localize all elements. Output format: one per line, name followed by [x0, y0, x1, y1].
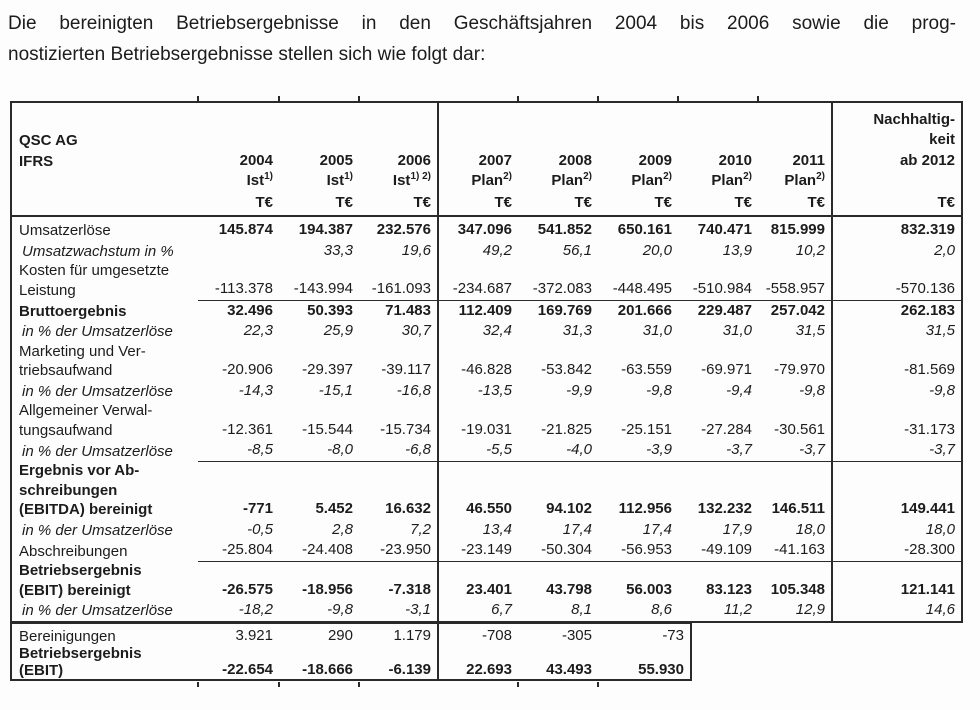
- table-row: [11, 216, 962, 241]
- cell-value: -3,7: [678, 440, 758, 461]
- footnote-marker: 1): [344, 171, 353, 182]
- header-spacer: [279, 130, 359, 151]
- col-subheader-2007: Plan$^{2)}$: [438, 171, 518, 192]
- cell-value: -18,2: [238, 601, 273, 618]
- cell-value: 71.483: [385, 301, 431, 319]
- cell-value: 7,2: [410, 520, 431, 538]
- cell-value: -3,7: [832, 440, 962, 461]
- col-subheader-2006: Ist$^{1) 2)}$: [392, 171, 431, 189]
- header-spacer: [758, 130, 832, 151]
- cell-value: -23.950: [359, 540, 438, 561]
- cell-value: 50.393: [307, 301, 353, 319]
- cell-value: 31,0: [642, 322, 672, 339]
- row-label: in % der Umsatzerlöse: [22, 602, 173, 619]
- footnote-marker: 1): [264, 171, 273, 182]
- col-header-2011: 2011: [792, 151, 825, 169]
- row-label: Umsatzwachstum in %: [22, 242, 174, 260]
- table-header: [11, 102, 962, 216]
- cell-value: 2,8: [332, 520, 353, 538]
- cell-value: 347.096: [438, 216, 518, 241]
- intro-paragraph: [0, 0, 980, 70]
- results-table-ebit-section: [10, 623, 692, 681]
- header-spacer: [11, 171, 198, 192]
- table-row: [11, 540, 962, 561]
- cell-value: -50.304: [518, 540, 598, 561]
- table-row: [11, 241, 962, 262]
- header-spacer: [198, 130, 279, 151]
- cell-value: 232.576: [376, 221, 431, 238]
- cell-value: 8,6: [651, 601, 672, 618]
- cell-value: 31,3: [562, 322, 592, 339]
- cell-value: -6.139: [359, 645, 438, 680]
- cell-value: 43.493: [518, 645, 598, 680]
- header-spacer: [832, 171, 962, 192]
- cell-value: -0,5: [247, 520, 273, 538]
- cell-value: 31,5: [832, 321, 962, 342]
- row-label: Betriebsergebnis (EBIT): [19, 644, 142, 679]
- cell-value: -9,8: [832, 381, 962, 402]
- cell-value: 5.452: [315, 500, 353, 517]
- cell-value: -25.804: [198, 540, 279, 561]
- cell-value: 112.956: [618, 500, 672, 517]
- cell-value: -19.031: [438, 401, 518, 440]
- row-label: in % der Umsatzerlöse: [22, 323, 173, 340]
- cell-value: -56.953: [598, 540, 678, 561]
- cell-value: 145.874: [218, 221, 273, 238]
- unit-label: T€: [832, 192, 962, 217]
- cell-value: 169.769: [537, 301, 592, 319]
- table-row: [11, 342, 962, 381]
- col-subheader-2010: Plan$^{2)}$: [711, 171, 752, 189]
- accounting-standard: IFRS: [19, 152, 54, 170]
- cell-value: -16,8: [396, 381, 431, 399]
- cell-value: -3,7: [758, 440, 832, 461]
- cell-value: 17,4: [642, 520, 672, 538]
- cell-value: 815.999: [770, 221, 825, 238]
- cell-value: -29.397: [302, 361, 353, 378]
- cell-value: 31,0: [722, 322, 752, 339]
- cell-value: 262.183: [832, 300, 962, 321]
- cell-value: -53.842: [541, 361, 592, 378]
- header-spacer: [279, 102, 359, 130]
- cell-value: 32.496: [227, 301, 273, 319]
- header-spacer: [678, 130, 758, 151]
- cell-value: -49.109: [678, 540, 758, 561]
- row-label: Marketing und Ver- triebsaufwand: [19, 342, 146, 379]
- cell-value: -69.971: [701, 361, 752, 378]
- cell-value: -31.173: [832, 401, 962, 440]
- unit-label: T€: [518, 192, 598, 217]
- cell-value: 16.632: [385, 500, 431, 517]
- cell-value: -570.136: [832, 261, 962, 300]
- col-subheader-2011: Plan$^{2)}$: [784, 171, 825, 189]
- cell-value: -9,9: [566, 381, 592, 399]
- cell-value: 18,0: [795, 520, 825, 538]
- col-subheader-2004: Ist$^{1)}$: [246, 171, 273, 189]
- row-label: Betriebsergebnis (EBIT) bereinigt: [19, 562, 142, 599]
- cell-value: 12,9: [795, 601, 825, 618]
- header-spacer: [598, 102, 678, 130]
- cell-value: -372.083: [518, 261, 598, 300]
- cell-value: -15,1: [318, 381, 353, 399]
- cell-value: -15.734: [380, 420, 431, 438]
- col-header-2006: 2006: [397, 151, 431, 169]
- cell-value: 11,2: [723, 601, 752, 618]
- row-label: Allgemeiner Verwal- tungsaufwand: [19, 402, 153, 439]
- cell-value: -448.495: [598, 261, 678, 300]
- table-body-ebit: [11, 623, 691, 680]
- row-label: in % der Umsatzerlöse: [22, 442, 173, 460]
- unit-label: T€: [678, 192, 758, 217]
- header-row-top: [11, 102, 962, 130]
- intro-line-1: Die bereinigten Betriebsergebnisse in den Geschäftsjahren 2004 bis 2006 sowie die prog-: [8, 13, 956, 34]
- cell-value: 22,3: [243, 322, 273, 339]
- col-header-sustainability-period: ab 2012: [832, 151, 962, 172]
- cell-value: 55.930: [598, 645, 691, 680]
- cell-value: -8,0: [279, 440, 359, 461]
- cell-value: 14,6: [832, 600, 962, 622]
- cell-value: -3,1: [405, 601, 431, 618]
- cell-value: 149.441: [832, 461, 962, 520]
- cell-value: 194.387: [298, 221, 353, 238]
- table-body-main: [11, 216, 962, 622]
- col-header-2005: 2005: [319, 151, 353, 169]
- cell-value: 229.487: [697, 301, 752, 319]
- cell-value: -41.163: [758, 540, 832, 561]
- cell-value: 112.409: [438, 300, 518, 321]
- cell-value: 740.471: [697, 221, 752, 238]
- row-label: Bruttoergebnis: [19, 302, 127, 320]
- table-row: [11, 381, 962, 402]
- row-label: Kosten für umgesetzte Leistung: [19, 262, 170, 299]
- table-row: [11, 261, 962, 300]
- cell-value: 23.401: [438, 561, 518, 600]
- cell-value: 132.232: [697, 500, 752, 517]
- cell-value: -25.151: [621, 420, 672, 438]
- unit-label: T€: [598, 192, 678, 217]
- row-label: Abschreibungen: [19, 542, 128, 560]
- cell-value: -708: [438, 623, 518, 645]
- cell-value: -9,8: [327, 601, 353, 618]
- cell-value: 146.511: [771, 500, 825, 517]
- company-name: QSC AG: [19, 132, 78, 149]
- cell-value: -7.318: [388, 580, 431, 598]
- table-row: [11, 440, 962, 461]
- unit-label: T€: [279, 192, 359, 217]
- cell-value: -4,0: [518, 440, 598, 461]
- col-subheader-2005: Ist$^{1)}$: [326, 171, 353, 189]
- footnote-marker: 2): [816, 171, 825, 182]
- cell-value: -143.994: [279, 261, 359, 300]
- cell-value: -13,5: [438, 381, 518, 402]
- cell-value: 6,7: [438, 600, 518, 622]
- cell-value: 20,0: [642, 241, 672, 259]
- cell-value: 30,7: [401, 322, 431, 339]
- cell-value: -21.825: [541, 420, 592, 438]
- header-row-type: [11, 171, 962, 192]
- cell-value: -9,8: [646, 381, 672, 399]
- cell-value: -26.575: [222, 580, 273, 598]
- cell-value: -30.561: [774, 420, 825, 438]
- row-label: Bereinigungen: [19, 627, 116, 645]
- cell-value: -73: [662, 626, 684, 644]
- table-row: [11, 645, 691, 680]
- col-header-2009: 2009: [638, 151, 672, 169]
- header-row-units: [11, 192, 962, 217]
- header-spacer: [758, 102, 832, 130]
- col-header-2007: 2007: [438, 151, 518, 172]
- table-row: [11, 321, 962, 342]
- cell-value: -558.957: [758, 261, 832, 300]
- unit-label: T€: [438, 192, 518, 217]
- footnote-marker: 1) 2): [410, 171, 431, 182]
- col-subheader-2008: Plan$^{2)}$: [551, 171, 592, 189]
- cell-value: 832.319: [832, 216, 962, 241]
- header-spacer: [198, 102, 279, 130]
- cell-value: 201.666: [617, 301, 672, 319]
- cell-value: -46.828: [438, 342, 518, 381]
- row-label: Ergebnis vor Ab- schreibungen (EBITDA) bereinigt: [19, 462, 153, 518]
- cell-value: 3.921: [235, 626, 273, 644]
- cell-value: 17,9: [722, 520, 752, 538]
- header-spacer: [518, 102, 598, 130]
- cell-value: 17,4: [562, 520, 592, 538]
- col-header-2008: 2008: [558, 151, 592, 169]
- cell-value: 83.123: [706, 580, 752, 598]
- col-header-2010: 2010: [718, 151, 752, 169]
- cell-value: 2,0: [832, 241, 962, 262]
- cell-value: 33,3: [323, 241, 353, 259]
- cell-value: -9,8: [799, 381, 825, 399]
- cell-value: 105.348: [770, 580, 825, 598]
- cell-value: -14,3: [238, 381, 273, 399]
- table-row: [11, 461, 962, 520]
- header-spacer: [11, 192, 198, 217]
- col-header-sustainability-line2: keit: [832, 130, 962, 151]
- cell-value: [198, 241, 279, 262]
- table-row: [11, 600, 962, 622]
- cell-value: 541.852: [537, 221, 592, 238]
- row-label: in % der Umsatzerlöse: [22, 521, 173, 539]
- table-row: [11, 520, 962, 541]
- header-spacer: [518, 130, 598, 151]
- cell-value: -63.559: [621, 361, 672, 378]
- cell-value: 56.003: [626, 580, 672, 598]
- cell-value: -113.378: [198, 261, 279, 300]
- cell-value: 46.550: [438, 461, 518, 520]
- cell-value: -24.408: [279, 540, 359, 561]
- cell-value: 22.693: [438, 645, 518, 680]
- header-spacer: [438, 130, 518, 151]
- header-row-years: [11, 151, 962, 172]
- cell-value: 18,0: [832, 520, 962, 541]
- table-row: [11, 300, 962, 321]
- cell-value: -79.970: [774, 361, 825, 378]
- unit-label: T€: [198, 192, 279, 217]
- cell-value: -12.361: [222, 420, 273, 438]
- cell-value: 94.102: [546, 500, 592, 517]
- cell-value: -18.956: [302, 580, 353, 598]
- cell-value: 13,4: [438, 520, 518, 541]
- row-label: in % der Umsatzerlöse: [22, 382, 173, 400]
- cell-value: -15.544: [302, 420, 353, 438]
- row-label: Umsatzerlöse: [19, 222, 111, 239]
- cell-value: -5,5: [438, 440, 518, 461]
- header-spacer: [598, 130, 678, 151]
- cell-value: 43.798: [546, 580, 592, 598]
- header-spacer: [438, 102, 518, 130]
- cell-value: 10,2: [795, 241, 825, 259]
- cell-value: -9,4: [726, 381, 752, 399]
- cell-value: -305: [561, 626, 592, 644]
- table-row: [11, 623, 691, 645]
- cell-value: 32,4: [438, 321, 518, 342]
- cell-value: 19,6: [401, 241, 431, 259]
- intro-line-2: nostizierten Betriebsergebnisse stellen sich wie folgt dar:: [8, 44, 486, 65]
- cell-value: -27.284: [701, 420, 752, 438]
- cell-value: 290: [327, 626, 353, 644]
- unit-label: T€: [758, 192, 832, 217]
- col-header-sustainability-line1: Nachhaltig-: [832, 102, 962, 130]
- cell-value: -771: [242, 500, 273, 517]
- cell-value: -510.984: [678, 261, 758, 300]
- header-row-company: [11, 130, 962, 151]
- cell-value: -161.093: [359, 261, 438, 300]
- cell-value: 13,9: [722, 241, 752, 259]
- col-subheader-2009: Plan$^{2)}$: [631, 171, 672, 189]
- results-table-main: [10, 101, 963, 623]
- header-spacer: [678, 102, 758, 130]
- table-row: [11, 401, 962, 440]
- col-header-2004: 2004: [239, 151, 273, 169]
- header-spacer: [359, 130, 438, 151]
- table-row: [11, 561, 962, 600]
- cell-value: -23.149: [438, 540, 518, 561]
- cell-value: 31,5: [795, 322, 825, 339]
- header-spacer: [11, 102, 198, 130]
- footnote-marker: 2): [743, 171, 752, 182]
- cell-value: -39.117: [381, 361, 431, 378]
- cell-value: -6,8: [359, 440, 438, 461]
- cell-value: 25,9: [323, 322, 353, 339]
- cell-value: -81.569: [832, 342, 962, 381]
- cell-value: 8,1: [571, 601, 592, 618]
- unit-label: T€: [359, 192, 438, 217]
- cell-value: 121.141: [832, 561, 962, 600]
- cell-value: -18.666: [279, 645, 359, 680]
- cell-value: -8,5: [198, 440, 279, 461]
- cell-value: -234.687: [438, 261, 518, 300]
- financial-results-table: [10, 101, 980, 681]
- cell-value: -22.654: [198, 645, 279, 680]
- footnote-marker: 2): [503, 171, 512, 182]
- cell-value: 257.042: [770, 301, 825, 319]
- header-spacer: [359, 102, 438, 130]
- cell-value: -28.300: [832, 540, 962, 561]
- cell-value: 49,2: [438, 241, 518, 262]
- cell-value: -20.906: [222, 361, 273, 378]
- footnote-marker: 2): [663, 171, 672, 182]
- footnote-marker: 2): [583, 171, 592, 182]
- cell-value: 650.161: [617, 221, 672, 238]
- cell-value: -3,9: [598, 440, 678, 461]
- cell-value: 56,1: [562, 241, 592, 259]
- cell-value: 1.179: [393, 626, 431, 644]
